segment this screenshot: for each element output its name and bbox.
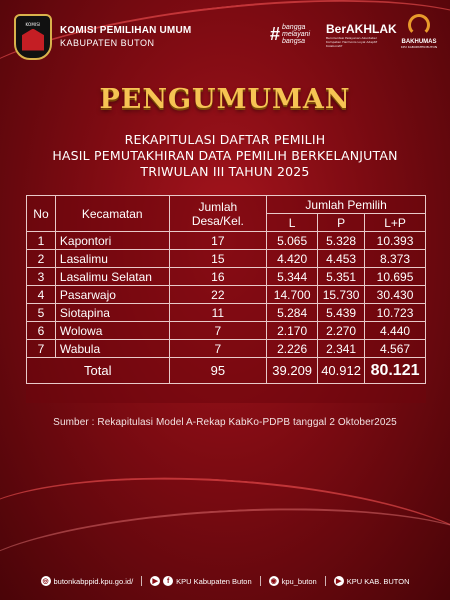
youtube-icon: ▶ [150,576,160,586]
subtitle-line-2: HASIL PEMUTAKHIRAN DATA PEMILIH BERKELANJUTAN [52,148,398,163]
youtube-channel-icon: ▶ [334,576,344,586]
bakhumas-emblem-icon [408,14,430,36]
cell-kecamatan: Lasalimu Selatan [55,268,169,286]
cell-desa: 11 [169,304,267,322]
total-p: 40.912 [318,358,365,384]
header-l: L [267,214,318,232]
bakhumas-title: BAKHUMAS [401,39,437,45]
cell-p: 2.270 [318,322,365,340]
cell-p: 15.730 [318,286,365,304]
total-lp: 80.121 [365,358,426,384]
header-jumlah-desa-line1: Jumlah [198,199,238,214]
cell-desa: 7 [169,322,267,340]
page-title: PENGUMUMAN [99,84,351,115]
cell-p: 5.439 [318,304,365,322]
bangga-word-3: bangsa [282,38,305,45]
youtube-text: KPU KAB. BUTON [346,576,410,586]
facebook-icon: f [163,576,173,586]
divider [325,576,326,586]
bakhumas-subtitle: KPU KABUPATEN BUTON [400,45,438,49]
cell-desa: 7 [169,340,267,358]
header-no: No [27,196,56,232]
cell-l: 5.284 [267,304,318,322]
subtitle-line-1: REKAPITULASI DAFTAR PEMILIH [124,132,326,147]
cell-l: 14.700 [267,286,318,304]
cell-l: 5.344 [267,268,318,286]
page-subtitle [0,132,450,180]
cell-no: 7 [27,340,56,358]
cell-no: 3 [27,268,56,286]
header-jumlah-pemilih: Jumlah Pemilih [267,196,426,214]
source-note: Sumber : Rekapitulasi Model A-Rekap KabKo-PDPB tanggal 2 Oktober2025 [53,417,397,428]
header-jumlah-desa [169,196,267,232]
cell-no: 2 [27,250,56,268]
cell-lp: 8.373 [365,250,426,268]
voter-recap-table [26,195,426,384]
total-desa: 95 [169,358,267,384]
total-l: 39.209 [267,358,318,384]
header-lp: L+P [365,214,426,232]
org-name: KOMISI PEMILIHAN UMUM [60,25,192,36]
cell-kecamatan: Pasarwajo [55,286,169,304]
cell-kecamatan: Wolowa [55,322,169,340]
header-jumlah-desa-line2: Desa/Kel. [191,213,244,228]
cell-l: 4.420 [267,250,318,268]
berakhlak-logo [326,22,397,48]
website-text: butonkabppid.kpu.go.id/ [53,576,134,586]
cell-l: 2.170 [267,322,318,340]
cell-kecamatan: Lasalimu [55,250,169,268]
bangga-word-2: melayani [282,31,311,38]
table-row [27,340,426,358]
berakhlak-subtitle: Berorientasi Pelayanan Akuntabel Kompeten Harmonis Loyal Adaptif Kolaboratif [326,36,378,48]
table-row [27,286,426,304]
berakhlak-title: BerAKHLAK [326,22,397,36]
bangga-word-1: bangga [282,24,306,31]
cell-kecamatan: Kapontori [55,232,169,250]
instagram-text: kpu_buton [281,576,317,586]
cell-lp: 4.567 [365,340,426,358]
cell-kecamatan: Wabula [55,340,169,358]
cell-kecamatan: Siotapina [55,304,169,322]
cell-p: 4.453 [318,250,365,268]
cell-no: 4 [27,286,56,304]
org-text [60,25,191,48]
header [0,0,450,80]
footer-instagram[interactable] [269,576,317,586]
cell-desa: 17 [169,232,267,250]
table-row [27,250,426,268]
cell-lp: 10.393 [365,232,426,250]
cell-desa: 22 [169,286,267,304]
header-kecamatan: Kecamatan [55,196,169,232]
bangga-melayani-logo [270,24,310,45]
kpu-logo [14,14,52,60]
footer-youtube[interactable] [334,576,410,586]
cell-p: 2.341 [318,340,365,358]
divider [260,576,261,586]
table-row [27,232,426,250]
cell-l: 2.226 [267,340,318,358]
voter-table-container [26,195,426,403]
footer [0,572,450,590]
total-label: Total [27,358,170,384]
cell-lp: 10.695 [365,268,426,286]
cell-desa: 15 [169,250,267,268]
cell-lp: 10.723 [365,304,426,322]
globe-icon: ◎ [42,578,49,585]
logo-label: KOMISI [25,21,41,27]
cell-l: 5.065 [267,232,318,250]
ballot-box-icon [22,29,44,51]
cell-lp: 4.440 [365,322,426,340]
cell-no: 5 [27,304,56,322]
org-region: KABUPATEN BUTON [60,38,155,48]
hashtag-icon: # [270,24,281,44]
table-body [27,232,426,358]
divider [141,576,142,586]
table-row [27,268,426,286]
footer-website[interactable] [41,576,134,586]
table-row [27,322,426,340]
instagram-icon: ◉ [270,578,277,585]
header-p: P [318,214,365,232]
bakhumas-logo [398,14,440,49]
cell-lp: 30.430 [365,286,426,304]
cell-p: 5.328 [318,232,365,250]
cell-no: 6 [27,322,56,340]
cell-p: 5.351 [318,268,365,286]
table-total-row [27,358,426,384]
subtitle-line-3: TRIWULAN III TAHUN 2025 [140,164,310,179]
table-row [27,304,426,322]
facebook-text: KPU Kabupaten Buton [176,576,252,586]
footer-facebook[interactable] [150,576,251,586]
cell-no: 1 [27,232,56,250]
cell-desa: 16 [169,268,267,286]
